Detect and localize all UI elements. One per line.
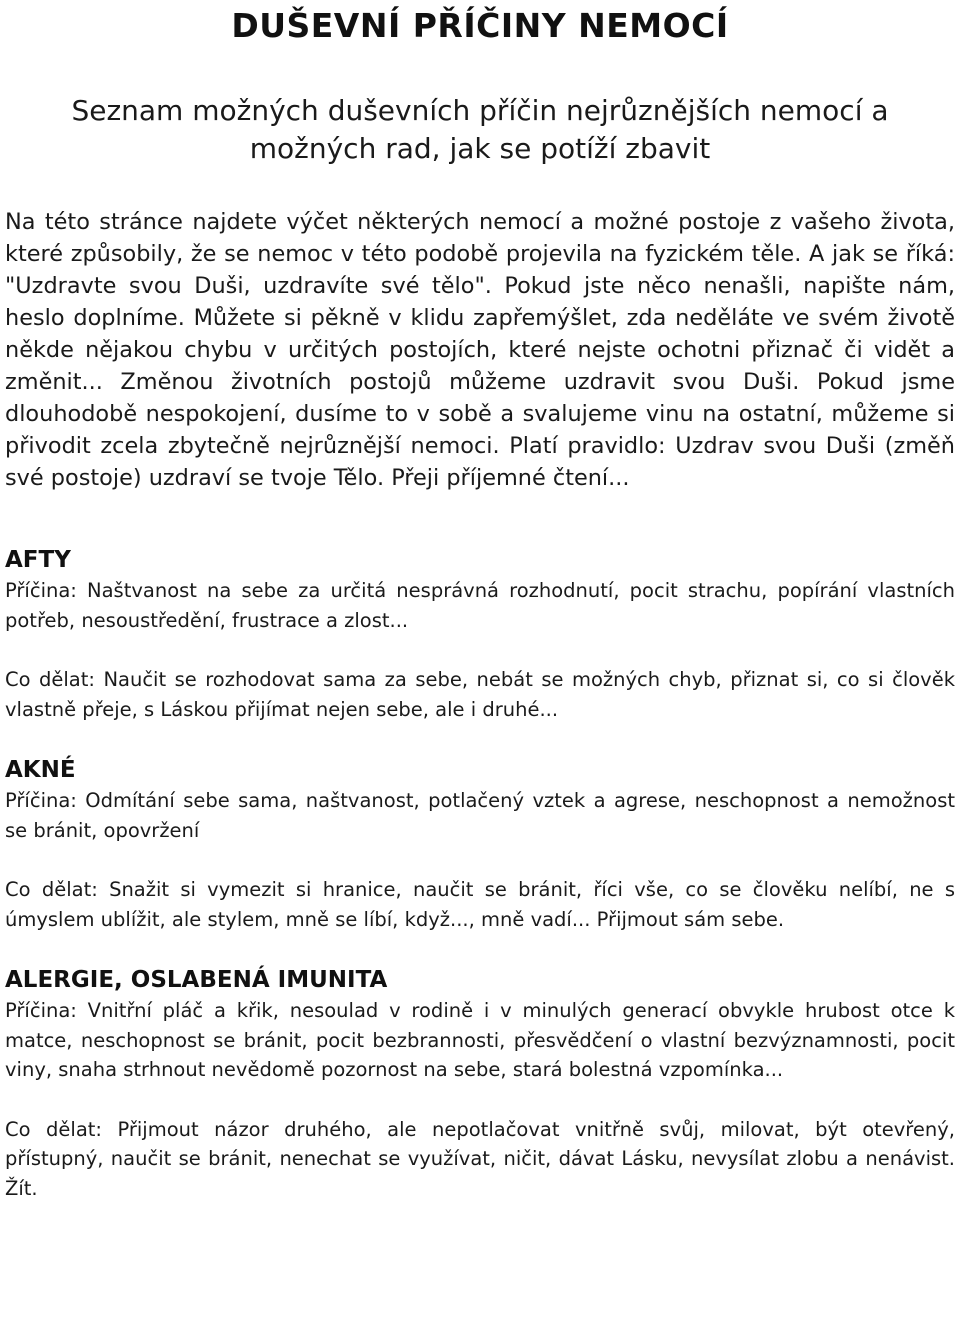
cause-paragraph: Příčina: Odmítání sebe sama, naštvanost, potlačený vztek a agrese, neschopnost a nemožnost se bránit, opovržení	[5, 789, 955, 842]
section-akne	[5, 754, 955, 934]
section-heading: AFTY	[5, 547, 71, 573]
paragraph-gap	[5, 1085, 955, 1115]
section-alergie	[5, 964, 955, 1203]
page-subtitle: Seznam možných duševních příčin nejrůznějších nemocí a možných rad, jak se potíží zbavit	[71, 94, 889, 165]
advice-paragraph: Co dělat: Snažit si vymezit si hranice, naučit se bránit, říci vše, co se člověku nelíbí, ne s úmyslem ublížit, ale stylem, mně se líbí, když..., mně vadí... Přijmout sám sebe.	[5, 878, 955, 931]
intro-paragraph: Na této stránce najdete výčet některých nemocí a možné postoje z vašeho života, které způsobily, že se nemoc v této podobě projevila na fyzickém těle. A jak se říká: "Uzdravte svou Duši, uzdravíte své tělo". Pokud jste něco nenašli, napište nám, heslo doplníme. Můžete si pěkně v klidu zapřemýšlet, zda neděláte ve svém životě někde nějakou chybu v určitých postojích, které nejste ochotni přiznač či vidět a změnit... Změnou životních postojů můžeme uzdravit svou Duši. Pokud jsme dlouhodobě nespokojení, dusíme to v sobě a svalujeme vinu na ostatní, můžeme si přivodit zcela zbytečně nejrůznější nemoci. Platí pravidlo: Uzdrav svou Duši (změň své postoje) uzdraví se tvoje Tělo. Přeji příjemné čtení...	[5, 209, 955, 491]
paragraph-gap	[5, 845, 955, 875]
section-heading: ALERGIE, OSLABENÁ IMUNITA	[5, 967, 388, 993]
document-page	[5, 0, 955, 1203]
paragraph-gap	[5, 635, 955, 665]
advice-paragraph: Co dělat: Naučit se rozhodovat sama za sebe, nebát se možných chyb, přiznat si, co si člověk vlastně přeje, s Láskou přijímat nejen sebe, ale i druhé...	[5, 668, 955, 721]
page-title: DUŠEVNÍ PŘÍČINY NEMOCÍ	[231, 6, 729, 45]
advice-paragraph: Co dělat: Přijmout názor druhého, ale nepotlačovat vnitřně svůj, milovat, být otevřený, přístupný, naučit se bránit, nenechat se využívat, ničit, dávat Lásku, nevysílat zlobu a nenávist. Žít.	[5, 1117, 955, 1200]
cause-paragraph: Příčina: Vnitřní pláč a křik, nesoulad v rodině i v minulých generací obvykle hrubost otce k matce, neschopnost se bránit, pocit bezbrannosti, přesvědčení o vlastní bezvýznamnosti, pocit viny, snaha strhnout nevědomě pozornost na sebe, stará bolestná vzpomínka...	[5, 999, 955, 1081]
section-afty	[5, 544, 955, 724]
section-heading: AKNÉ	[5, 757, 76, 783]
cause-paragraph: Příčina: Naštvanost na sebe za určitá nesprávná rozhodnutí, pocit strachu, popírání vlastních potřeb, nesoustředění, frustrace a zlost...	[5, 579, 955, 632]
